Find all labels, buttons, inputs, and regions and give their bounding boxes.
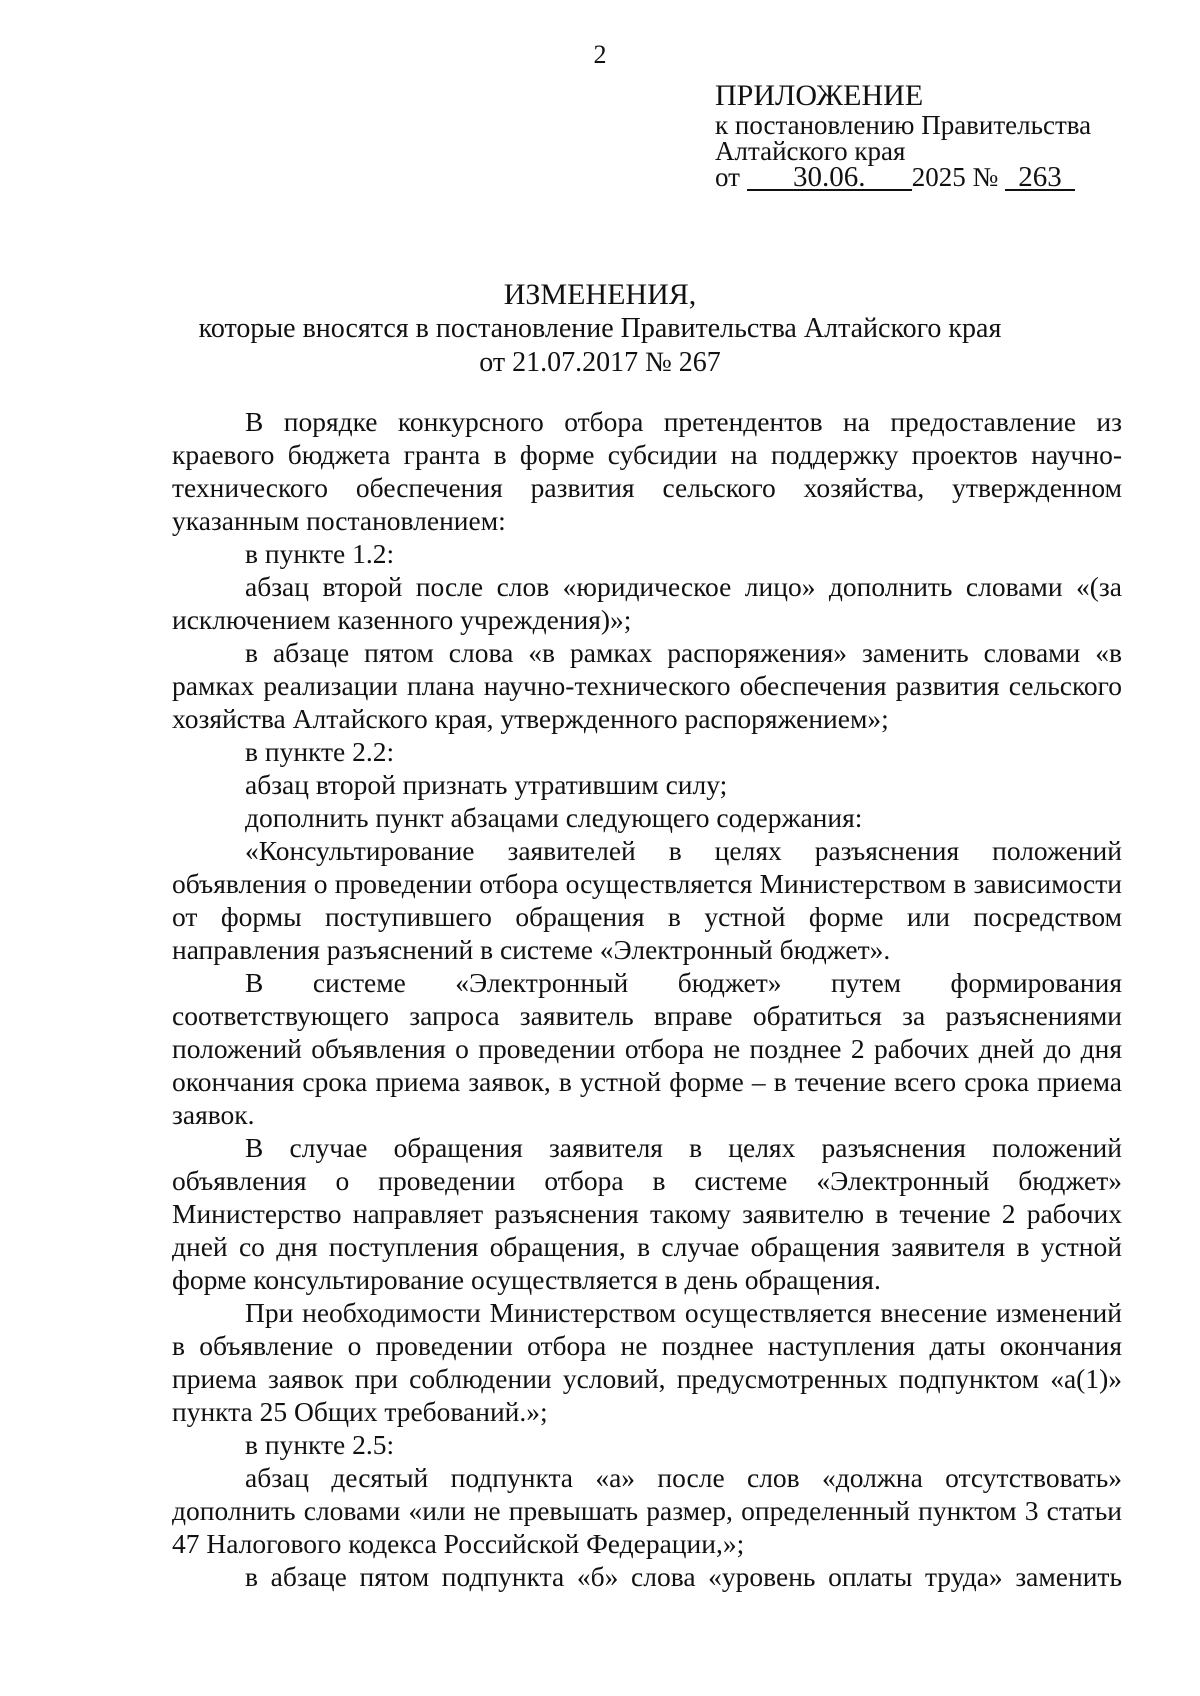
appendix-title: ПРИЛОЖЕНИЕ: [715, 79, 924, 112]
paragraph: В системе «Электронный бюджет» путем формирования соответствующего запроса заявитель вправе обратиться за разъяснениями положений объявления о проведении отбора не позднее 2 рабочих дней до дня окончания срока приема заявок, в устной форме – в течение всего срока приема заявок.: [172, 967, 1122, 1130]
document-subtitle-line-1: которые вносятся в постановление Правительства Алтайского края: [198, 313, 1002, 344]
appendix-date-value: 30.06.: [747, 165, 912, 191]
appendix-line-1: к постановлению Правительства: [715, 110, 1092, 140]
appendix-year: 2025 №: [911, 162, 999, 192]
document-body: [172, 405, 1122, 1593]
paragraph: абзац второй признать утратившим силу;: [245, 769, 728, 800]
appendix-block: [715, 80, 1175, 191]
paragraph: в абзаце пятом подпункта «б» слова «уровень оплаты труда» заменить: [245, 1561, 1122, 1592]
paragraph: в абзаце пятом слова «в рамках распоряжения» заменить словами «в рамках реализации плана научно-технического обеспечения развития сельского хозяйства Алтайского края, утвержденного распоряжением»;: [172, 637, 1122, 734]
paragraph: абзац второй после слов «юридическое лицо» дополнить словами «(за исключением казенного учреждения)»;: [172, 571, 1122, 635]
appendix-date-line: [715, 161, 1175, 193]
appendix-line-2: Алтайского края: [715, 136, 906, 166]
paragraph: в пункте 2.5:: [245, 1429, 395, 1460]
paragraph: в пункте 1.2:: [245, 538, 395, 569]
paragraph: При необходимости Министерством осуществляется внесение изменений в объявление о проведении отбора не позднее наступления даты окончания приема заявок при соблюдении условий, предусмотренных подпунктом «а(1)» пункта 25 Общих требований.»;: [172, 1297, 1122, 1427]
paragraph: дополнить пункт абзацами следующего содержания:: [245, 802, 863, 833]
paragraph: в пункте 2.2:: [245, 736, 395, 767]
paragraph: В порядке конкурсного отбора претендентов на предоставление из краевого бюджета гранта в форме субсидии на поддержку проектов научно-технического обеспечения развития сельского хозяйства, утвержденном указанным постановлением:: [172, 406, 1122, 536]
document-subtitle-line-2: от 21.07.2017 № 267: [479, 347, 721, 378]
page-number: 2: [593, 40, 607, 69]
paragraph: В случае обращения заявителя в целях разъяснения положений объявления о проведении отбора в системе «Электронный бюджет» Министерство направляет разъяснения такому заявителю в течение 2 рабочих дней со дня поступления обращения, в случае обращения заявителя в устной форме консультирование осуществляется в день обращения.: [172, 1132, 1122, 1295]
paragraph: «Консультирование заявителей в целях разъяснения положений объявления о проведении отбора осуществляется Министерством в зависимости от формы поступившего обращения в устной форме или посредством направления разъяснений в системе «Электронный бюджет».: [172, 835, 1122, 965]
paragraph: абзац десятый подпункта «а» после слов «должна отсутствовать» дополнить словами «или не превышать размер, определенный пунктом 3 статьи 47 Налогового кодекса Российской Федерации,»;: [172, 1462, 1122, 1559]
appendix-number-value: 263: [1005, 165, 1075, 191]
document-heading: ИЗМЕНЕНИЯ,: [503, 278, 697, 311]
appendix-date-prefix: от: [715, 162, 740, 192]
document-title-block: [0, 278, 1200, 380]
